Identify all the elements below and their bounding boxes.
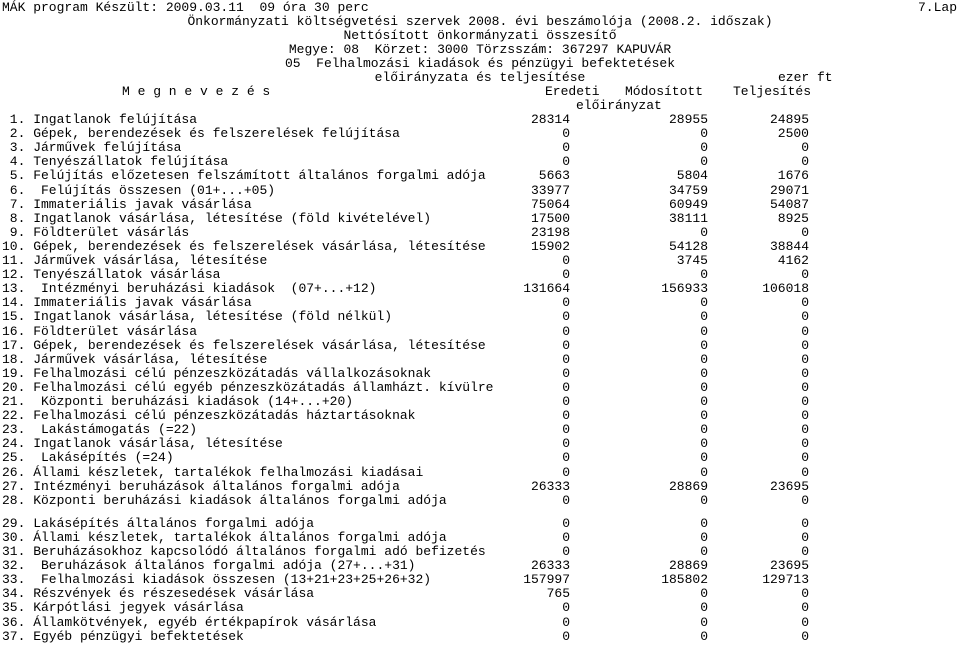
value-modified: 0 <box>700 337 708 353</box>
value-original: 0 <box>562 614 570 630</box>
value-actual: 0 <box>801 544 809 559</box>
value-original: 26333 <box>530 478 570 494</box>
row-label: 17. Gépek, berendezések és felszerelések vásárlása, létesítése <box>2 337 486 353</box>
value-original: 0 <box>562 126 570 142</box>
value-actual: 0 <box>801 309 809 325</box>
value-actual: 106018 <box>762 281 809 297</box>
row-label: 30. Állami készletek, tartalékok általános forgalmi adója <box>2 529 447 545</box>
value-modified: 0 <box>700 614 708 630</box>
value-modified: 0 <box>700 351 708 367</box>
value-modified: 0 <box>700 365 708 381</box>
value-original: 5663 <box>538 168 570 184</box>
value-modified: 0 <box>700 529 708 545</box>
value-modified: 60949 <box>668 196 708 212</box>
row-label: 20. Felhalmozási célú egyéb pénzeszközátadás államházt. kívülre <box>2 379 494 395</box>
value-actual: 1676 <box>777 168 809 184</box>
column-header-modified: Módosított <box>625 84 704 99</box>
value-original: 0 <box>562 600 570 616</box>
row-label: 15. Ingatlanok vásárlása, létesítése (föld nélkül) <box>2 309 393 325</box>
value-modified: 0 <box>700 224 708 240</box>
value-modified: 28955 <box>668 112 708 127</box>
row-label: 23. Lakástámogatás (=22) <box>2 422 198 438</box>
section-subtitle: előirányzata és teljesítése <box>374 70 586 85</box>
row-label: 8. Ingatlanok vásárlása, létesítése (föld kivételével) <box>2 210 432 226</box>
row-label: 35. Kárpótlási jegyek vásárlása <box>2 600 244 616</box>
row-label: 1. Ingatlanok felújítása <box>2 112 198 127</box>
row-label: 16. Földterület vásárlása <box>2 323 198 339</box>
row-label: 31. Beruházásokhoz kapcsolódó általános forgalmi adó befizetés <box>2 544 486 559</box>
location-info: Megye: 08 Körzet: 3000 Törzsszám: 367297 KAPUVÁR <box>288 42 672 57</box>
value-actual: 24895 <box>769 112 809 127</box>
value-modified: 0 <box>700 464 708 480</box>
row-label: 9. Földterület vásárlás <box>2 224 190 240</box>
row-label: 27. Intézményi beruházások általános forgalmi adója <box>2 478 400 494</box>
row-label: 37. Egyéb pénzügyi befektetések <box>2 628 244 644</box>
value-modified: 0 <box>700 394 708 409</box>
value-original: 0 <box>562 140 570 156</box>
value-actual: 0 <box>801 586 809 602</box>
value-actual: 0 <box>801 436 809 452</box>
value-actual: 0 <box>801 408 809 424</box>
row-label: 21. Központi beruházási kiadások (14+...+20) <box>2 394 354 409</box>
value-original: 765 <box>546 586 570 602</box>
value-actual: 0 <box>801 323 809 339</box>
row-label: 2. Gépek, berendezések és felszerelések felújítása <box>2 126 400 142</box>
row-label: 7. Immateriális javak vásárlása <box>2 196 252 212</box>
row-label: 5. Felújítás előzetesen felszámított általános forgalmi adója <box>2 168 486 184</box>
value-original: 33977 <box>530 182 570 198</box>
value-modified: 0 <box>700 379 708 395</box>
value-original: 0 <box>562 422 570 438</box>
unit-label: ezer ft <box>778 70 833 85</box>
value-original: 0 <box>562 464 570 480</box>
row-label: 32. Beruházások általános forgalmi adója (27+...+31) <box>2 558 416 574</box>
value-actual: 0 <box>801 295 809 311</box>
value-actual: 0 <box>801 154 809 170</box>
value-original: 23198 <box>530 224 570 240</box>
value-original: 0 <box>562 351 570 367</box>
row-label: 26. Állami készletek, tartalékok felhalmozási kiadásai <box>2 464 424 480</box>
value-modified: 5804 <box>676 168 708 184</box>
value-actual: 0 <box>801 379 809 395</box>
row-label: 24. Ingatlanok vásárlása, létesítése <box>2 436 283 452</box>
value-modified: 54128 <box>668 238 708 254</box>
value-original: 0 <box>562 408 570 424</box>
row-label: 12. Tenyészállatok vásárlása <box>2 267 221 283</box>
value-actual: 0 <box>801 464 809 480</box>
value-actual: 0 <box>801 529 809 545</box>
column-header-name: M e g n e v e z é s <box>122 84 271 99</box>
value-original: 0 <box>562 450 570 466</box>
value-modified: 0 <box>700 600 708 616</box>
value-original: 0 <box>562 529 570 545</box>
value-original: 0 <box>562 253 570 268</box>
value-modified: 0 <box>700 492 708 508</box>
value-original: 75064 <box>530 196 570 212</box>
value-actual: 23695 <box>769 478 809 494</box>
value-actual: 38844 <box>769 238 809 254</box>
value-actual: 0 <box>801 267 809 283</box>
value-original: 0 <box>562 365 570 381</box>
row-label: 13. Intézményi beruházási kiadások (07+...+12) <box>2 281 377 297</box>
row-label: 28. Központi beruházási kiadások általános forgalmi adója <box>2 492 447 508</box>
column-header-actual: Teljesítés <box>733 84 812 99</box>
row-label: 3. Járművek felújítása <box>2 140 182 156</box>
row-label: 11. Járművek vásárlása, létesítése <box>2 253 268 268</box>
report-title: Önkormányzati költségvetési szervek 2008. évi beszámolója (2008.2. időszak) <box>187 14 773 29</box>
page-number: 7.Lap <box>918 0 958 15</box>
value-modified: 28869 <box>668 558 708 574</box>
value-original: 0 <box>562 492 570 508</box>
value-original: 0 <box>562 379 570 395</box>
value-actual: 129713 <box>762 572 809 588</box>
row-label: 34. Részvények és részesedések vásárlása <box>2 586 315 602</box>
row-label: 22. Felhalmozási célú pénzeszközátadás háztartásoknak <box>2 408 416 424</box>
value-modified: 0 <box>700 309 708 325</box>
value-modified: 0 <box>700 436 708 452</box>
value-modified: 0 <box>700 544 708 559</box>
value-actual: 8925 <box>777 210 809 226</box>
value-actual: 0 <box>801 394 809 409</box>
value-actual: 54087 <box>769 196 809 212</box>
value-original: 28314 <box>530 112 570 127</box>
value-actual: 0 <box>801 224 809 240</box>
row-label: 18. Járművek vásárlása, létesítése <box>2 351 268 367</box>
value-modified: 0 <box>700 515 708 531</box>
value-modified: 0 <box>700 140 708 156</box>
value-modified: 0 <box>700 422 708 438</box>
value-original: 0 <box>562 309 570 325</box>
column-header-modified-sub: előirányzat <box>576 98 662 113</box>
value-actual: 0 <box>801 422 809 438</box>
value-actual: 0 <box>801 515 809 531</box>
value-actual: 0 <box>801 614 809 630</box>
value-actual: 29071 <box>769 182 809 198</box>
value-modified: 185802 <box>661 572 708 588</box>
column-header-original: Eredeti <box>545 84 600 99</box>
row-label: 33. Felhalmozási kiadások összesen (13+21+23+25+26+32) <box>2 572 432 588</box>
value-modified: 0 <box>700 323 708 339</box>
value-original: 0 <box>562 267 570 283</box>
value-actual: 0 <box>801 600 809 616</box>
value-actual: 2500 <box>777 126 809 142</box>
value-original: 0 <box>562 154 570 170</box>
value-modified: 0 <box>700 126 708 142</box>
value-original: 0 <box>562 628 570 644</box>
value-modified: 0 <box>700 295 708 311</box>
row-label: 10. Gépek, berendezések és felszerelések vásárlása, létesítése <box>2 238 486 254</box>
value-original: 26333 <box>530 558 570 574</box>
row-label: 29. Lakásépítés általános forgalmi adója <box>2 515 315 531</box>
value-modified: 0 <box>700 408 708 424</box>
value-actual: 0 <box>801 628 809 644</box>
value-actual: 0 <box>801 492 809 508</box>
value-actual: 23695 <box>769 558 809 574</box>
value-modified: 0 <box>700 628 708 644</box>
value-original: 17500 <box>530 210 570 226</box>
value-modified: 0 <box>700 586 708 602</box>
value-original: 0 <box>562 436 570 452</box>
value-actual: 0 <box>801 337 809 353</box>
value-modified: 0 <box>700 154 708 170</box>
value-original: 0 <box>562 544 570 559</box>
value-original: 0 <box>562 515 570 531</box>
value-modified: 156933 <box>661 281 708 297</box>
value-modified: 0 <box>700 267 708 283</box>
value-modified: 28869 <box>668 478 708 494</box>
value-modified: 38111 <box>668 210 708 226</box>
report-subtitle: Nettósított önkormányzati összesítő <box>343 28 617 43</box>
row-label: 25. Lakásépítés (=24) <box>2 450 174 466</box>
row-label: 4. Tenyészállatok felújítása <box>2 154 229 170</box>
row-label: 36. Államkötvények, egyéb értékpapírok vásárlása <box>2 614 377 630</box>
value-modified: 0 <box>700 450 708 466</box>
value-original: 0 <box>562 323 570 339</box>
row-label: 6. Felújítás összesen (01+...+05) <box>2 182 276 198</box>
section-title: 05 Felhalmozási kiadások és pénzügyi befektetések <box>284 56 676 71</box>
value-actual: 0 <box>801 365 809 381</box>
value-actual: 0 <box>801 140 809 156</box>
value-actual: 0 <box>801 450 809 466</box>
row-label: 14. Immateriális javak vásárlása <box>2 295 252 311</box>
value-modified: 3745 <box>676 253 708 268</box>
value-actual: 0 <box>801 351 809 367</box>
value-original: 0 <box>562 337 570 353</box>
value-original: 131664 <box>523 281 570 297</box>
value-original: 15902 <box>530 238 570 254</box>
row-label: 19. Felhalmozási célú pénzeszközátadás vállalkozásoknak <box>2 365 432 381</box>
value-original: 0 <box>562 295 570 311</box>
value-actual: 4162 <box>777 253 809 268</box>
program-info: MÁK program Készült: 2009.03.11 09 óra 30 perc <box>2 0 369 15</box>
value-original: 0 <box>562 394 570 409</box>
value-original: 157997 <box>523 572 570 588</box>
value-modified: 34759 <box>668 182 708 198</box>
